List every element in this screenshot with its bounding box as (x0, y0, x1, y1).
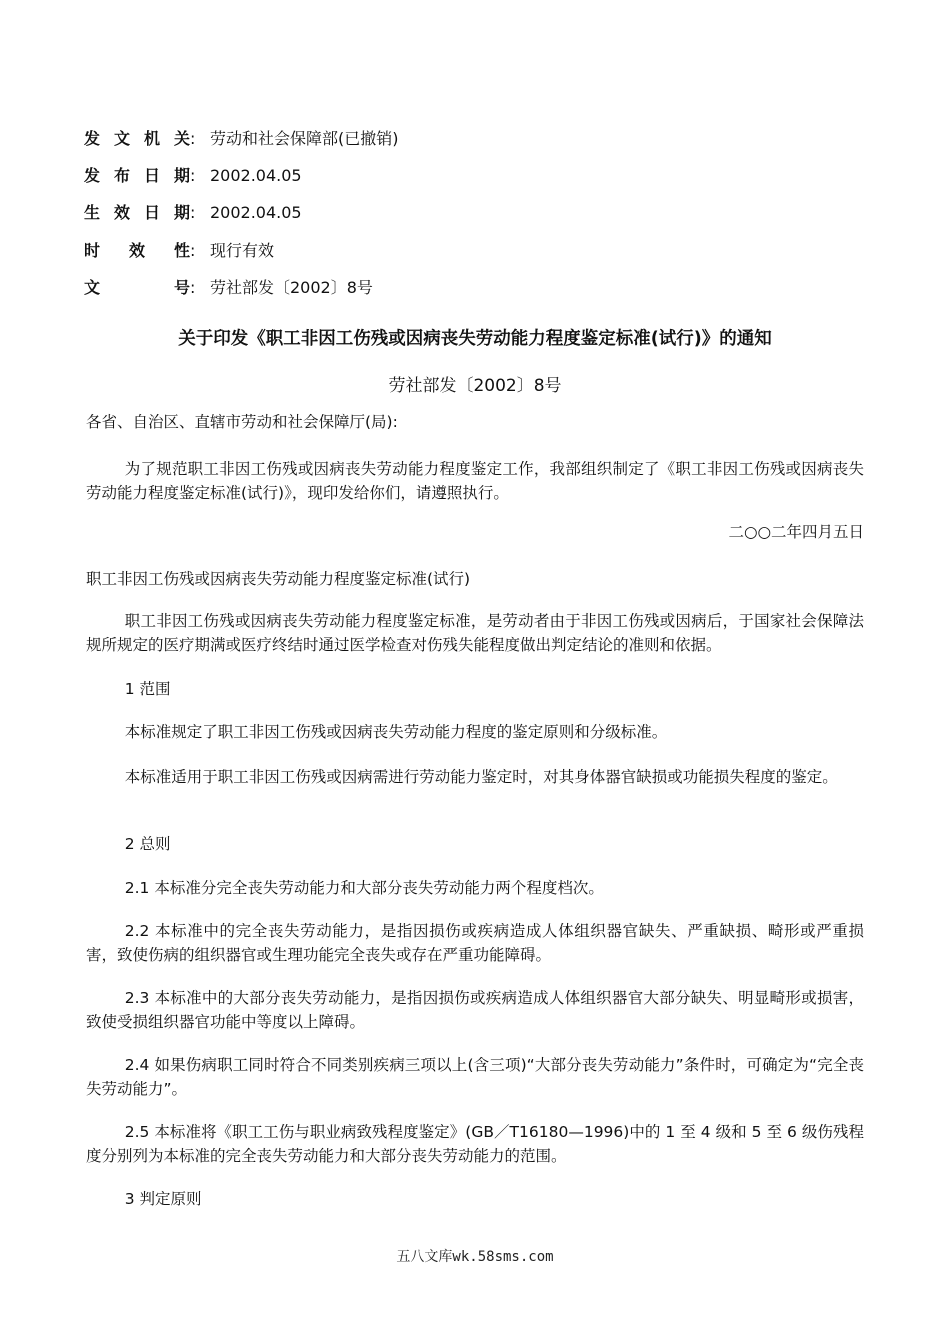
clause: 2.3 本标准中的大部分丧失劳动能力，是指因损伤或疾病造成人体组织器官大部分缺失、明显畸形或损害，致使受损组织器官功能中等度以上障碍。 (86, 989, 864, 1031)
meta-issuer (84, 127, 399, 151)
meta-doc-number (84, 276, 373, 300)
meta-colon: : (190, 241, 196, 260)
meta-value: 劳社部发〔2002〕8号 (210, 278, 373, 297)
clause: 2.4 如果伤病职工同时符合不同类别疾病三项以上(含三项)“大部分丧失劳动能力”条件时，可确定为“完全丧失劳动能力”。 (86, 1056, 864, 1098)
standard-title: 职工非因工伤残或因病丧失劳动能力程度鉴定标准(试行) (86, 570, 471, 588)
meta-value: 劳动和社会保障部(已撤销) (210, 129, 399, 148)
meta-effective-date (84, 201, 302, 225)
meta-label: 生效日期 (84, 203, 190, 222)
meta-colon: : (190, 203, 196, 222)
definition-paragraph: 职工非因工伤残或因病丧失劳动能力程度鉴定标准，是劳动者由于非因工伤残或因病后，于国家社会保障法规所规定的医疗期满或医疗终结时通过医学检查对伤残失能程度做出判定结论的准则和依据。 (86, 612, 864, 654)
meta-colon: : (190, 278, 196, 297)
meta-value: 2002.04.05 (210, 166, 302, 185)
section-heading: 3 判定原则 (124, 1190, 202, 1208)
meta-value: 现行有效 (210, 241, 275, 260)
paragraph: 本标准适用于职工非因工伤残或因病需进行劳动能力鉴定时，对其身体器官缺损或功能损失程度的鉴定。 (124, 768, 838, 786)
clause: 2.5 本标准将《职工工伤与职业病致残程度鉴定》(GB／T16180—1996)中的 1 至 4 级和 5 至 6 级伤残程度分别列为本标准的完全丧失劳动能力和大部分丧失劳动能力的范围。 (86, 1123, 864, 1165)
meta-label: 发文机关 (84, 129, 190, 148)
section-heading: 1 范围 (124, 680, 171, 698)
section-heading: 2 总则 (124, 835, 171, 853)
clause: 2.2 本标准中的完全丧失劳动能力，是指因损伤或疾病造成人体组织器官缺失、严重缺损、畸形或严重损害，致使伤病的组织器官或生理功能完全丧失或存在严重功能障碍。 (86, 922, 864, 964)
issue-date: 二○○二年四月五日 (728, 523, 864, 541)
footer-watermark: 五八文库wk.58sms.com (396, 1249, 554, 1265)
meta-publish-date (84, 164, 302, 188)
meta-colon: : (190, 166, 196, 185)
paragraph: 本标准规定了职工非因工伤残或因病丧失劳动能力程度的鉴定原则和分级标准。 (124, 723, 668, 741)
meta-label: 文号 (84, 278, 190, 297)
meta-value: 2002.04.05 (210, 203, 302, 222)
meta-validity (84, 239, 274, 263)
notice-title: 关于印发《职工非因工伤残或因病丧失劳动能力程度鉴定标准(试行)》的通知 (178, 329, 772, 349)
meta-label: 时效性 (84, 241, 190, 260)
doc-number: 劳社部发〔2002〕8号 (388, 376, 562, 396)
clause: 2.1 本标准分完全丧失劳动能力和大部分丧失劳动能力两个程度档次。 (124, 879, 604, 897)
meta-label: 发布日期 (84, 166, 190, 185)
meta-colon: : (190, 129, 196, 148)
salutation: 各省、自治区、直辖市劳动和社会保障厅(局): (86, 413, 398, 431)
intro-paragraph: 为了规范职工非因工伤残或因病丧失劳动能力程度鉴定工作，我部组织制定了《职工非因工伤残或因病丧失劳动能力程度鉴定标准(试行)》，现印发给你们，请遵照执行。 (86, 460, 864, 502)
